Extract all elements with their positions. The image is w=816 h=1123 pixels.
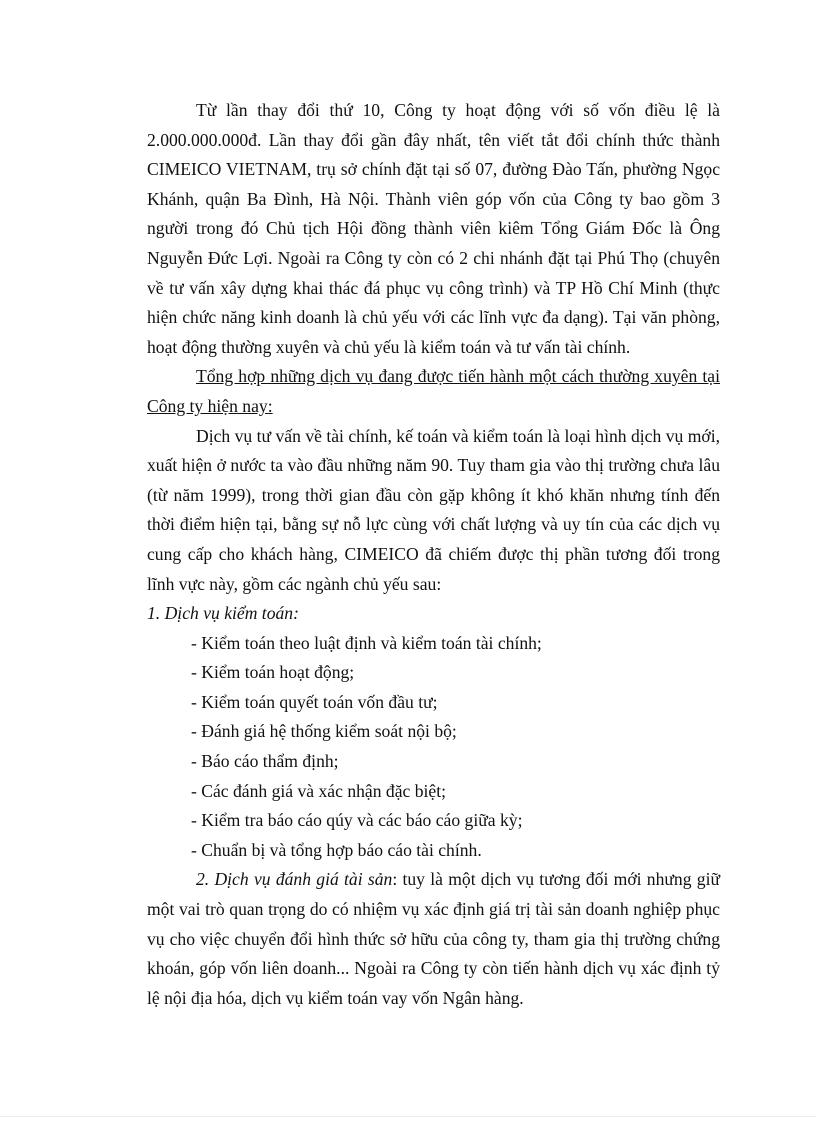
audit-services-title: 1. Dịch vụ kiểm toán: bbox=[147, 603, 299, 624]
section-audit-services bbox=[147, 599, 720, 865]
list-item: - Kiểm toán quyết toán vốn đầu tư; bbox=[191, 691, 438, 712]
list-item: - Kiểm toán hoạt động; bbox=[191, 662, 355, 683]
list-item: - Kiểm toán theo luật định và kiểm toán tài chính; bbox=[191, 632, 542, 653]
intro-paragraph: Từ lần thay đổi thứ 10, Công ty hoạt động với số vốn điều lệ là 2.000.000.000đ. Lần thay đổi gần đây nhất, tên viết tắt đổi chính thức thành CIMEICO VIETNAM, trụ sở chính đặt tại số 07, đường Đào Tấn, phường Ngọc Khánh, quận Ba Đình, Hà Nội. Thành viên góp vốn của Công ty bao gồm 3 người trong đó Chủ tịch Hội đồng thành viên kiêm Tổng Giám Đốc là Ông Nguyễn Đức Lợi. Ngoài ra Công ty còn có 2 chi nhánh đặt tại Phú Thọ (chuyên về tư vấn xây dựng khai thác đá phục vụ công trình) và TP Hồ Chí Minh (thực hiện chức năng kinh doanh là chủ yếu với các lĩnh vực đa dạng). Tại văn phòng, hoạt động thường xuyên và chủ yếu là kiểm toán và tư vấn tài chính. bbox=[147, 100, 720, 357]
list-item: - Kiểm tra báo cáo qúy và các báo cáo giữa kỳ; bbox=[191, 810, 523, 831]
asset-valuation-title: 2. Dịch vụ đánh giá tài sản bbox=[196, 869, 393, 890]
services-paragraph: Dịch vụ tư vấn về tài chính, kế toán và kiểm toán là loại hình dịch vụ mới, xuất hiện ở nước ta vào đầu những năm 90. Tuy tham gia vào thị trường chưa lâu (từ năm 1999), trong thời gian đầu còn gặp không ít khó khăn nhưng tính đến thời điểm hiện tại, bằng sự nỗ lực cùng với chất lượng và uy tín của các dịch vụ cung cấp cho khách hàng, CIMEICO đã chiếm được thị phần tương đối trong lĩnh vực này, gồm các ngành chủ yếu sau: bbox=[147, 425, 720, 594]
services-heading: Tổng hợp những dịch vụ đang được tiến hành một cách thường xuyên tại Công ty hiện nay: bbox=[147, 366, 720, 416]
audit-services-list bbox=[147, 629, 720, 866]
asset-valuation-body: : tuy là một dịch vụ tương đối mới nhưng giữ một vai trò quan trọng do có nhiệm vụ xác định giá trị tài sản doanh nghiệp phục vụ cho việc chuyển đổi hình thức sở hữu của công ty, tham gia thị trường chứng khoán, góp vốn liên doanh... Ngoài ra Công ty còn tiến hành dịch vụ xác định tỷ lệ nội địa hóa, dịch vụ kiểm toán vay vốn Ngân hàng. bbox=[147, 869, 720, 1008]
asset-valuation-paragraph bbox=[147, 865, 720, 1013]
list-item: - Báo cáo thẩm định; bbox=[191, 751, 339, 772]
document-body bbox=[147, 96, 720, 1013]
list-item: - Chuẩn bị và tổng hợp báo cáo tài chính. bbox=[191, 839, 482, 860]
list-item: - Các đánh giá và xác nhận đặc biệt; bbox=[191, 780, 446, 801]
list-item: - Đánh giá hệ thống kiểm soát nội bộ; bbox=[191, 721, 457, 742]
page-bottom-rule bbox=[0, 1116, 816, 1117]
